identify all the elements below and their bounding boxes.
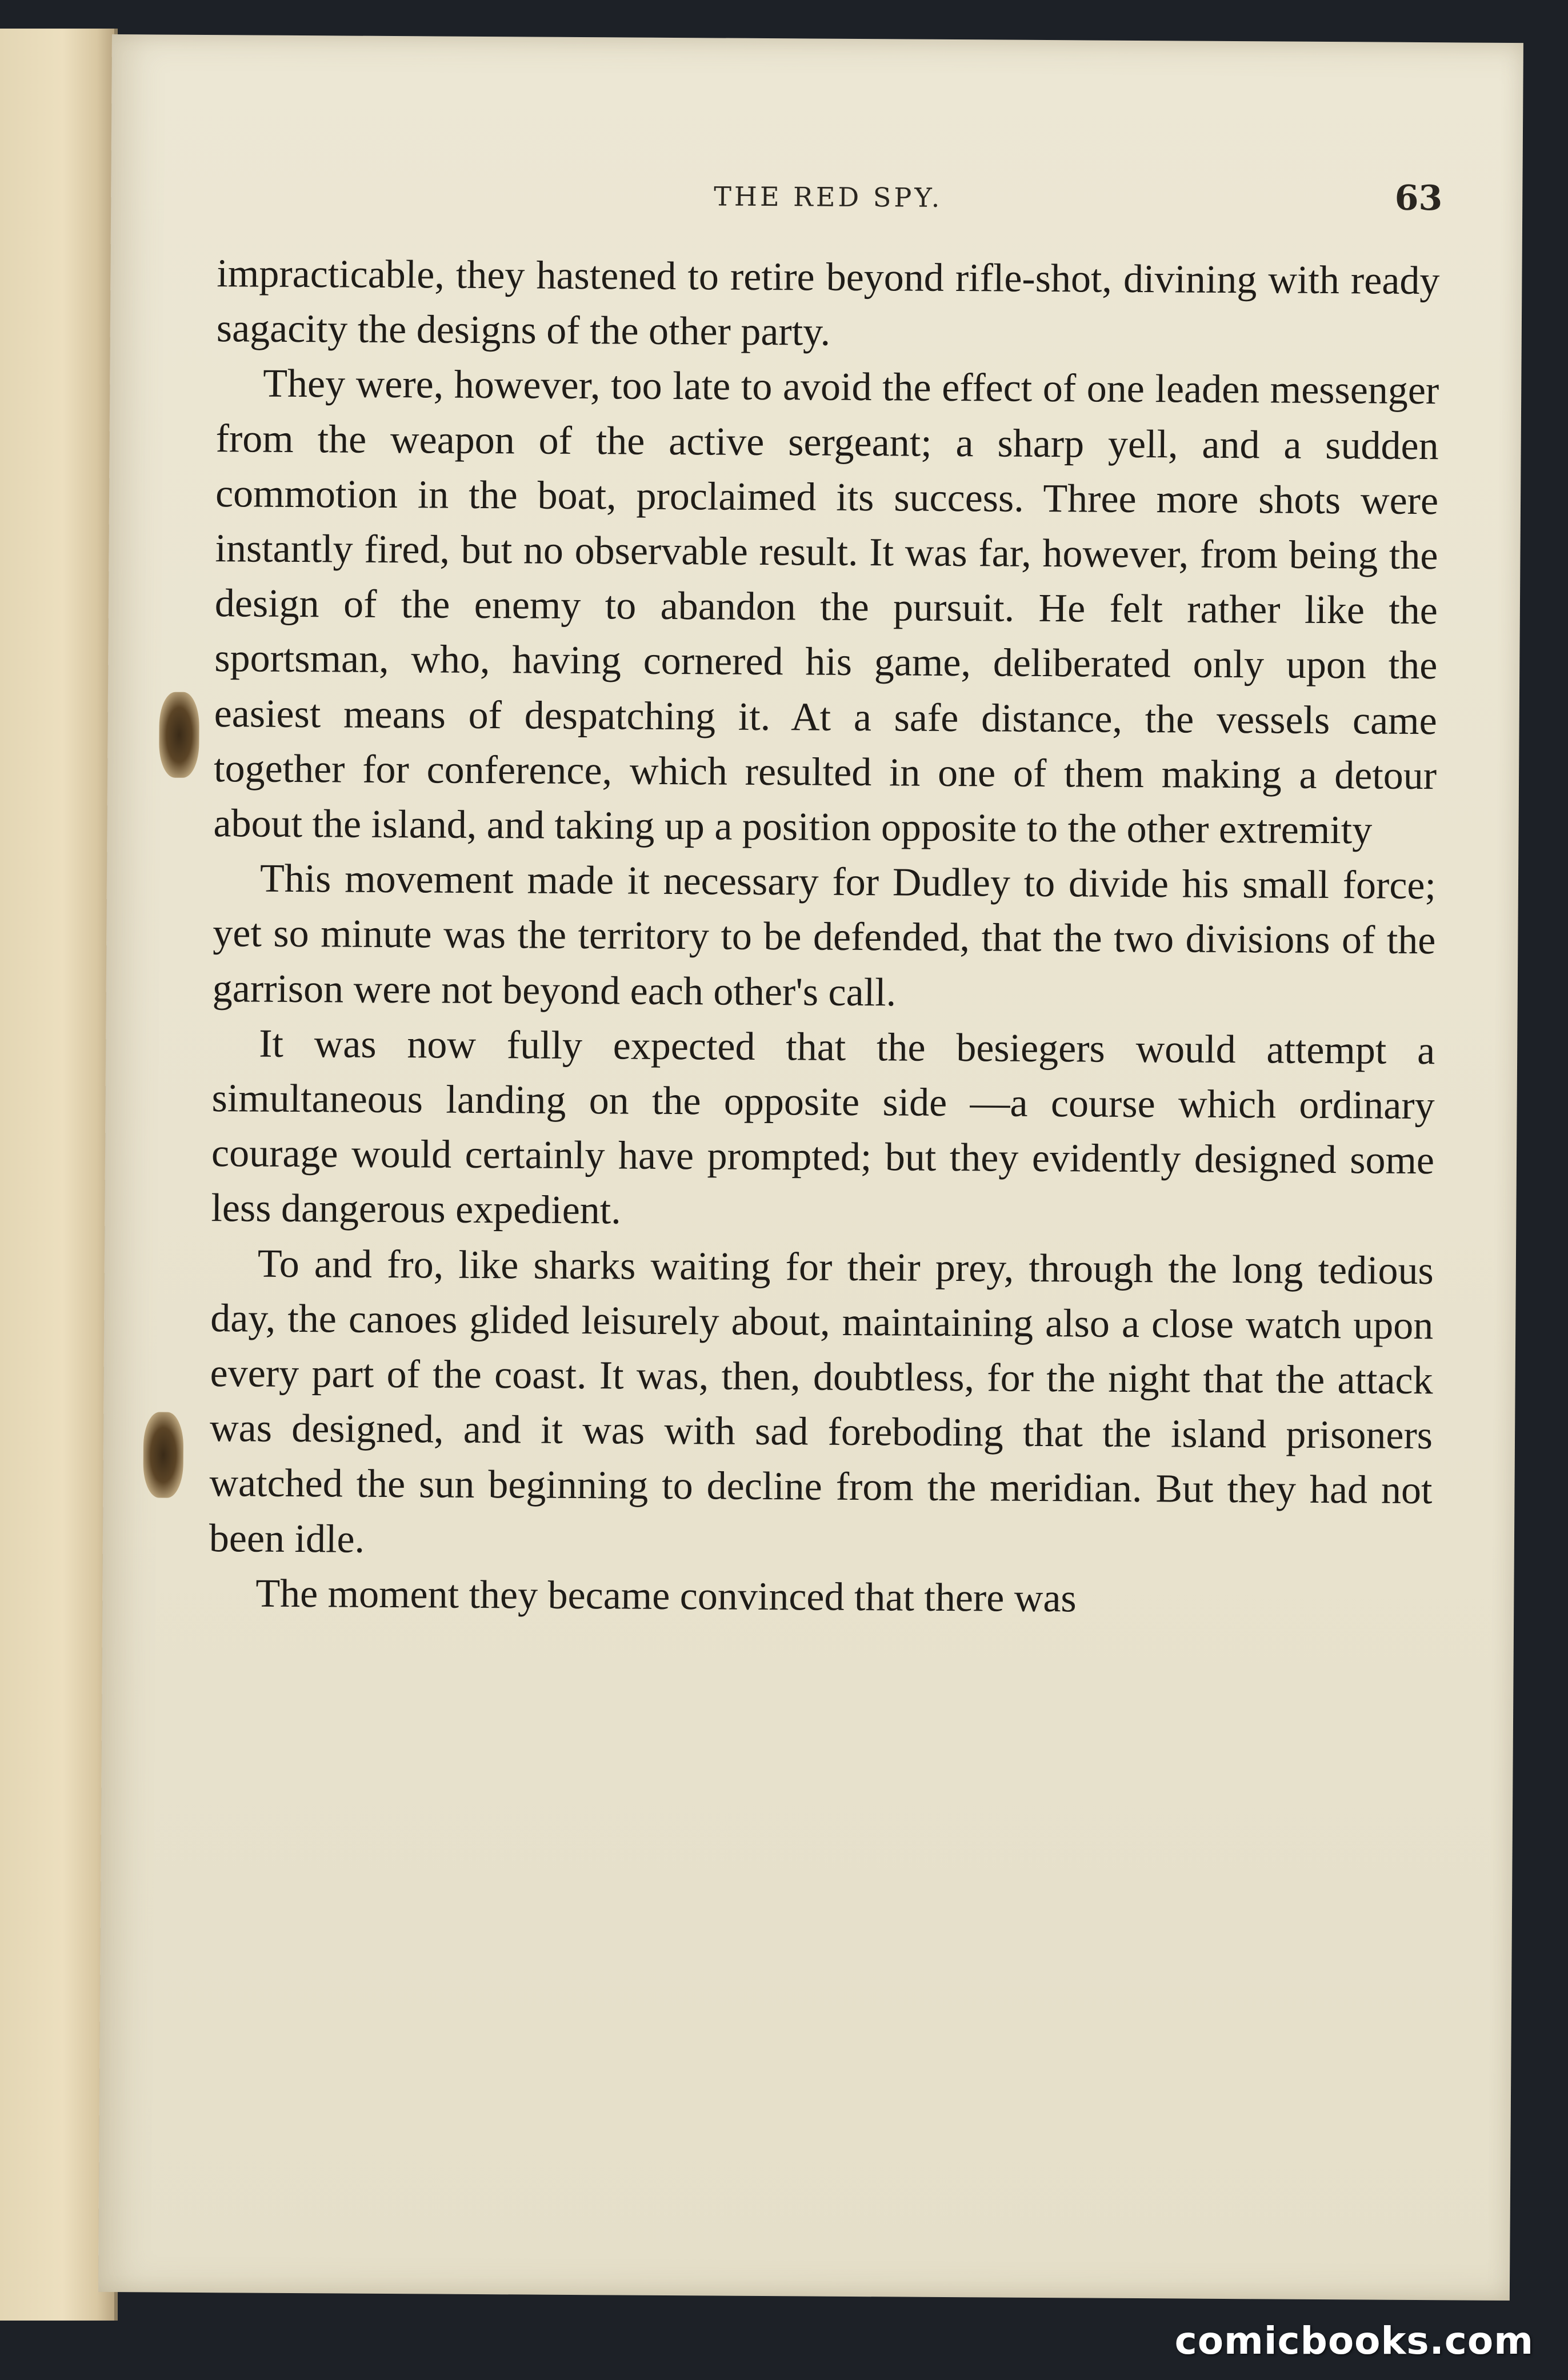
paragraph: The moment they became convinced that there was [255,1571,1077,1621]
book-page [98,34,1523,2301]
page-number: 63 [1394,178,1443,219]
paragraph: This movement made it necessary for Dudley to divide his small force; yet so minute was the territory to be defended, that the two divisions of the garrison were not beyond each other's call. [212,856,1437,1015]
paragraph: It was now fully expected that the besiegers would attempt a simultaneous landing on the opposite side —a course which ordinary courage would certainly have prompted; but they evidently designed some less dangerous expedient. [211,1021,1435,1233]
paragraph: To and fro, like sharks waiting for their prey, through the long tedious day, the canoes glided leisurely about, maintaining also a close watch upon every part of the coast. It was, then, doubtless, for the night that the attack was designed, and it was with sad foreboding that the island prisoners watched the sun beginning to decline from the meridian. But they had not been idle. [209,1241,1434,1562]
running-title: THE RED SPY. [713,181,943,213]
running-head [214,161,1443,225]
binding-hole [159,692,199,778]
paragraph: impracticable, they hastened to retire beyond rifle-shot, divining with ready sagacity the designs of the other party. [216,251,1440,354]
paragraph: They were, however, too late to avoid the effect of one leaden messenger from the weapon of the active sergeant; a sharp yell, and a sudden commotion in the boat, proclaimed its success. Three more shots were instantly fired, but no observable result. It was far, however, from being the design of the enemy to abandon the pursuit. He felt rather like the sportsman, who, having cornered his game, deliberated only upon the easiest means of despatching it. At a safe distance, the vessels came together for conference, which resulted in one of them making a detour about the island, and taking up a position opposite to the other extremity [213,362,1439,853]
body-text [209,246,1440,1628]
binding-hole [143,1412,183,1498]
site-watermark: comicbooks.com [1174,2319,1534,2363]
